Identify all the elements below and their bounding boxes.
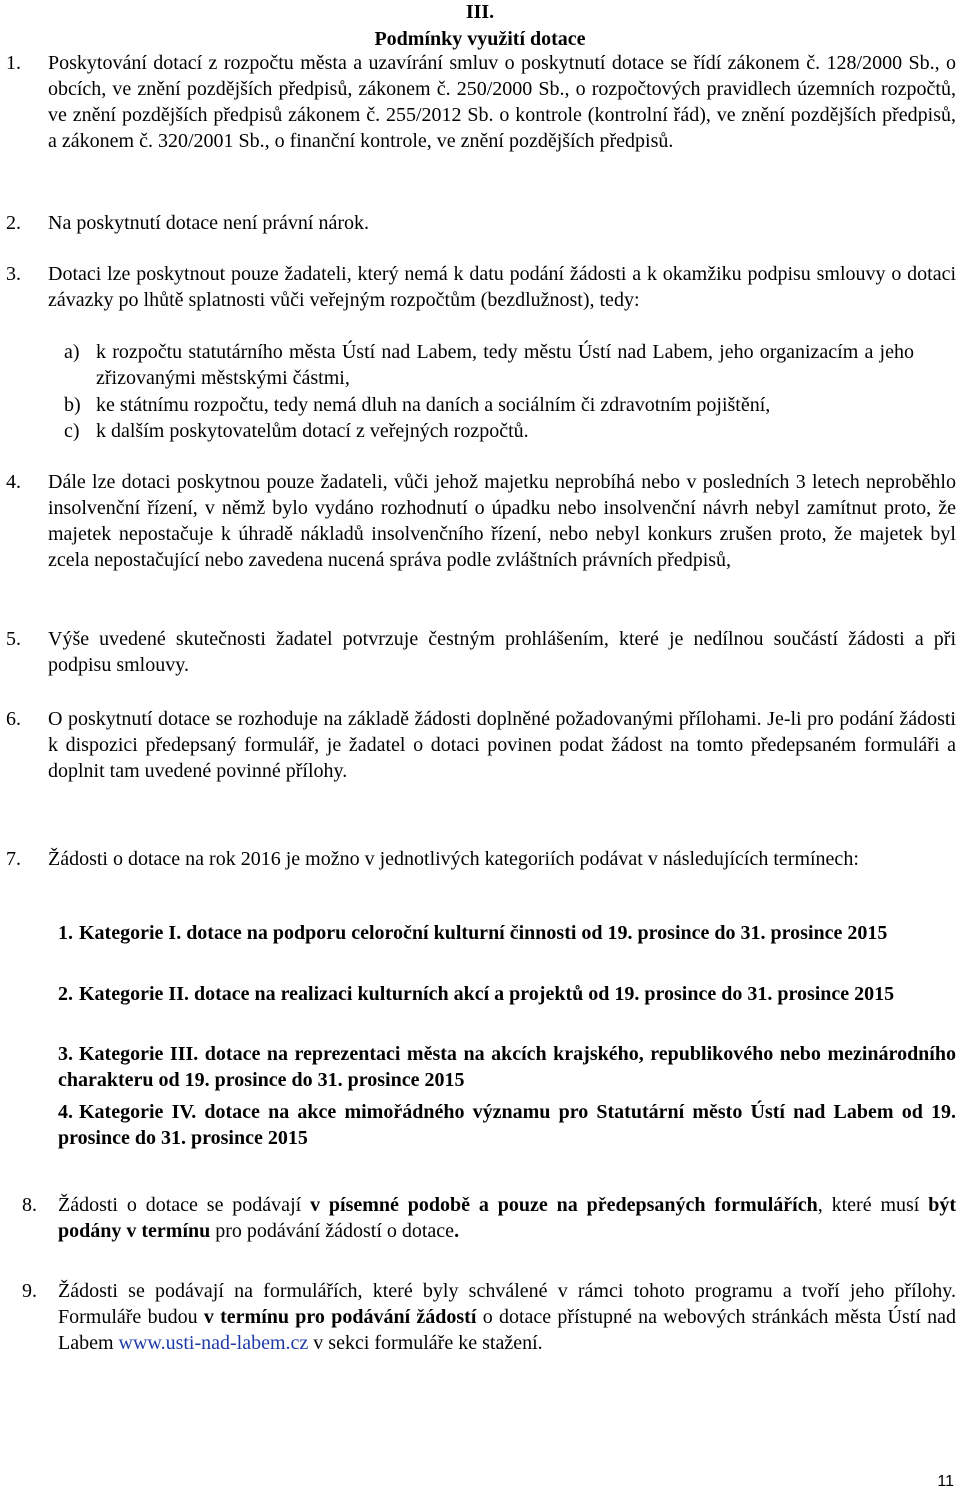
category-3 xyxy=(58,1041,956,1093)
bold-run: v písemné podobě a pouze na předepsaných formulářích xyxy=(310,1194,818,1216)
bold-run: v termínu pro podávání žádostí xyxy=(203,1306,477,1328)
item-number: 3. xyxy=(6,263,21,285)
category-label: 3. xyxy=(58,1043,73,1065)
text-run: v sekci formuláře ke stažení. xyxy=(313,1332,543,1354)
item-text: Dotaci lze poskytnout pouze žadateli, který nemá k datu podání žádosti a k okamžiku podpisu smlouvy o dotaci závazky po lhůtě splatnosti vůči veřejným rozpočtům (bezdlužnost), tedy: xyxy=(48,263,956,311)
section-number: III. xyxy=(465,1,495,23)
item-text xyxy=(58,1192,956,1244)
sub-item-text: k rozpočtu statutárního města Ústí nad Labem, tedy městu Ústí nad Labem, jeho organizacím a jeho zřizovanými městskými částmi, xyxy=(96,341,914,389)
category-1 xyxy=(58,920,956,946)
item-number: 9. xyxy=(22,1280,37,1302)
sub-item-label: a) xyxy=(64,341,80,363)
page-number: 11 xyxy=(937,1473,954,1490)
sub-item-label: b) xyxy=(64,394,81,416)
list-item-4 xyxy=(6,469,956,573)
sub-item-b xyxy=(64,392,914,418)
list-item-9 xyxy=(22,1278,956,1356)
bold-run: . xyxy=(454,1220,460,1242)
item-number: 2. xyxy=(6,212,21,234)
text-run: Žádosti se podávají na formulářích, které byly schválené v rámci tohoto programu a tvoří jeho přílohy. Formuláře budou xyxy=(58,1280,956,1328)
sub-item-text: ke státnímu rozpočtu, tedy nemá dluh na daních a sociálním či zdravotním pojištění, xyxy=(96,394,771,416)
category-2 xyxy=(58,981,956,1007)
list-item-8 xyxy=(22,1192,956,1244)
category-text: Kategorie IV. dotace na akce mimořádného významu pro Statutární město Ústí nad Labem od 19. prosince do 31. prosince 2015 xyxy=(58,1101,956,1149)
item-text: Poskytování dotací z rozpočtu města a uzavírání smluv o poskytnutí dotace se řídí zákonem č. 128/2000 Sb., o obcích, ve znění pozdějších předpisů, zákonem č. 250/2000 Sb., o rozpočtových pravidlech územních rozpočtů, ve znění pozdějších předpisů zákonem č. 255/2012 Sb. o kontrole (kontrolní řád), ve znění pozdějších předpisů, a zákonem č. 320/2001 Sb., o finanční kontrole, ve znění pozdějších předpisů. xyxy=(48,52,956,152)
category-label: 2. xyxy=(58,983,73,1005)
list-item-5 xyxy=(6,626,956,678)
sub-item-text: k dalším poskytovatelům dotací z veřejných rozpočtů. xyxy=(96,420,529,442)
section-title: Podmínky využití dotace xyxy=(374,28,586,50)
text-run: pro podávání žádostí o dotace xyxy=(215,1220,455,1242)
item-text: Na poskytnutí dotace není právní nárok. xyxy=(48,212,370,234)
item-text xyxy=(58,1278,956,1356)
website-link[interactable]: www.usti-nad-labem.cz xyxy=(118,1332,309,1354)
category-text: Kategorie I. dotace na podporu celoroční kulturní činnosti od 19. prosince do 31. prosince 2015 xyxy=(79,922,888,944)
category-4 xyxy=(58,1099,956,1151)
item-number: 4. xyxy=(6,471,21,493)
list-item-7 xyxy=(6,846,956,872)
list-item-2 xyxy=(6,210,956,236)
text-run: o dotace přístupné na webových stránkách města Ústí nad Labem xyxy=(58,1306,957,1354)
list-item-6 xyxy=(6,706,956,784)
list-item-3 xyxy=(6,261,956,313)
item-number: 8. xyxy=(22,1194,37,1216)
bold-run: být podány v termínu xyxy=(58,1194,957,1242)
category-text: Kategorie III. dotace na reprezentaci města na akcích krajského, republikového nebo mezinárodního charakteru od 19. prosince do 31. prosince 2015 xyxy=(58,1043,956,1091)
item-text: Dále lze dotaci poskytnou pouze žadateli, vůči jehož majetku neprobíhá nebo v posledních 3 letech neproběhlo insolvenční řízení, v němž bylo vydáno rozhodnutí o úpadku nebo insolvenční návrh nebyl zamítnut proto, že majetek nepostačuje k úhradě nákladů insolvenčního řízení, nebo nebyl konkurs zrušen proto, že majetek byl zcela nepostačující nebo zavedena nucená správa podle zvláštních právních předpisů, xyxy=(48,471,956,571)
item-number: 5. xyxy=(6,628,21,650)
list-item-1 xyxy=(6,50,956,154)
category-text: Kategorie II. dotace na realizaci kulturních akcí a projektů od 19. prosince do 31. prosince 2015 xyxy=(79,983,895,1005)
sub-item-label: c) xyxy=(64,420,80,442)
category-label: 1. xyxy=(58,922,73,944)
text-run: Žádosti o dotace se podávají xyxy=(58,1194,302,1216)
sub-item-a xyxy=(64,339,914,391)
item-text: Výše uvedené skutečnosti žadatel potvrzuje čestným prohlášením, které je nedílnou součástí žádosti a při podpisu smlouvy. xyxy=(48,628,956,676)
item-number: 7. xyxy=(6,848,21,870)
item-text: O poskytnutí dotace se rozhoduje na základě žádosti doplněné požadovanými přílohami. Je-li pro podání žádosti k dispozici předepsaný formulář, je žadatel o dotaci povinen podat žádost na tomto předepsaném formuláři a doplnit tam uvedené povinné přílohy. xyxy=(48,708,956,782)
sub-item-c xyxy=(64,418,914,444)
item-number: 1. xyxy=(6,52,21,74)
item-number: 6. xyxy=(6,708,21,730)
item-text: Žádosti o dotace na rok 2016 je možno v jednotlivých kategoriích podávat v následujících termínech: xyxy=(48,848,859,870)
category-label: 4. xyxy=(58,1101,73,1123)
text-run: , které musí xyxy=(817,1194,920,1216)
